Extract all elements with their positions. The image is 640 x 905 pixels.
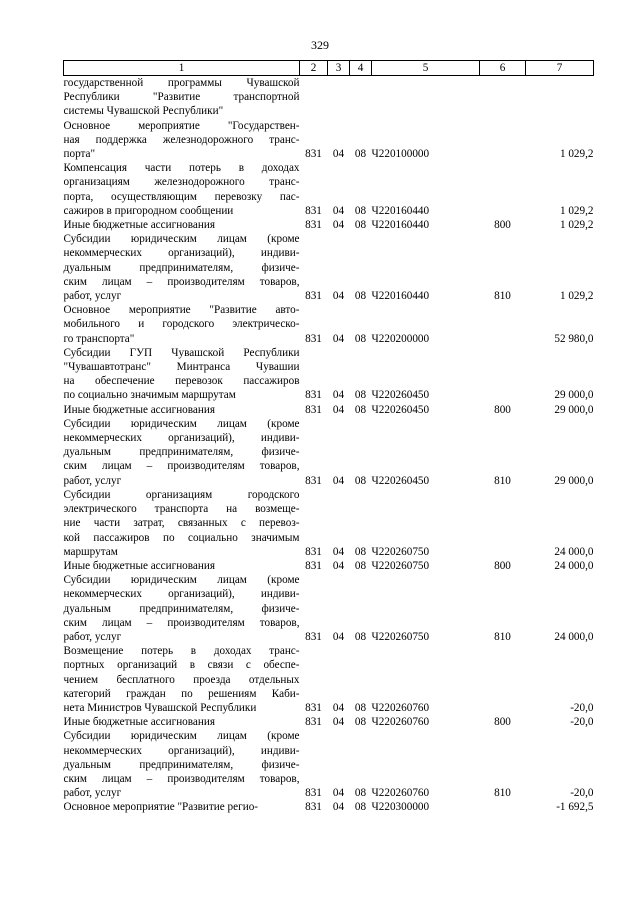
cell-amount: 24 000,0: [554, 559, 594, 572]
name-line: ским лицам – производителям товаров,: [63, 275, 300, 288]
cell-section: 04: [332, 787, 345, 800]
cell-target-article: Ч220260760: [371, 787, 430, 800]
name-line: Основное мероприятие "Государствен-: [63, 119, 300, 132]
cell-expense-type: [480, 119, 526, 162]
table-row: [64, 800, 594, 814]
cell-amount: 1 029,2: [559, 219, 594, 232]
name-line: Основное мероприятие "Развитие регио-: [63, 801, 259, 814]
name-line: по социально значимым маршрутам: [63, 389, 236, 402]
table-row: [64, 218, 594, 232]
cell-section: 04: [332, 474, 345, 487]
name-line: ние части затрат, связанных с перевоз-: [63, 517, 300, 530]
table-row: [64, 729, 594, 800]
name-line: Субсидии ГУП Чувашской Республики: [63, 346, 300, 359]
cell-section: 04: [332, 559, 345, 572]
cell-name: [64, 403, 300, 417]
cell-grbs: 831: [305, 148, 322, 161]
name-line: некоммерческих организаций), индиви-: [63, 247, 300, 260]
cell-target-article: Ч220260450: [371, 389, 430, 402]
cell-expense-type: [480, 488, 526, 559]
page-number: 329: [311, 38, 329, 52]
cell-subsection: 08: [354, 474, 367, 487]
cell-amount: -20,0: [570, 716, 594, 729]
name-line: ским лицам – производителям товаров,: [63, 460, 300, 473]
cell-grbs: 831: [305, 204, 322, 217]
name-line: Иные бюджетные ассигнования: [63, 403, 215, 416]
name-line: Основное мероприятие "Развитие авто-: [63, 304, 300, 317]
name-line: Иные бюджетные ассигнования: [63, 716, 215, 729]
cell-section: 04: [332, 701, 345, 714]
cell-name: [64, 303, 300, 346]
cell-expense-type: [480, 161, 526, 218]
cell-name: [64, 161, 300, 218]
cell-subsection: 08: [354, 148, 367, 161]
name-line: дуальным предпринимателям, физиче-: [63, 758, 300, 771]
cell-subsection: 08: [354, 801, 367, 814]
table-row: [64, 119, 594, 162]
name-line: работ, услуг: [63, 630, 122, 643]
cell-grbs: 831: [305, 403, 322, 416]
cell-target-article: Ч220260750: [371, 559, 430, 572]
name-line: ским лицам – производителям товаров,: [63, 772, 300, 785]
cell-section: 04: [332, 630, 345, 643]
name-line: категорий граждан по решениям Каби-: [63, 687, 300, 700]
cell-grbs: 831: [305, 389, 322, 402]
cell-amount: 29 000,0: [554, 474, 594, 487]
name-line: го транспорта": [63, 332, 135, 345]
cell-section: 04: [332, 403, 345, 416]
cell-amount: 29 000,0: [554, 403, 594, 416]
column-header-expense-type: 6: [480, 61, 526, 76]
cell-grbs: 831: [305, 545, 322, 558]
cell-amount: 1 029,2: [559, 290, 594, 303]
name-line: Субсидии юридическим лицам (кроме: [63, 574, 300, 587]
name-line: Субсидии юридическим лицам (кроме: [63, 730, 300, 743]
cell-expense-type: 800: [494, 403, 511, 416]
cell-amount: 29 000,0: [554, 389, 594, 402]
name-line: государственной программы Чувашской: [63, 77, 300, 89]
cell-target-article: Ч220300000: [371, 801, 430, 814]
name-line: некоммерческих организаций), индиви-: [63, 744, 300, 757]
name-line: нета Министров Чувашской Республики: [63, 701, 257, 714]
cell-target-article: Ч220260750: [371, 545, 430, 558]
cell-expense-type: [480, 76, 526, 119]
cell-amount: -20,0: [570, 701, 594, 714]
cell-name: [64, 119, 300, 162]
cell-grbs: 831: [305, 474, 322, 487]
cell-section: [328, 76, 350, 119]
name-line: дуальным предпринимателям, физиче-: [63, 261, 300, 274]
name-line: на обеспечение перевозок пассажиров: [63, 375, 300, 388]
cell-expense-type: [480, 346, 526, 403]
cell-target-article: Ч220160440: [371, 290, 430, 303]
cell-section: 04: [332, 219, 345, 232]
name-line: организациям железнодорожного транс-: [63, 176, 300, 189]
name-line: чением бесплатного проезда отдельных: [63, 673, 300, 686]
name-line: Возмещение потерь в доходах транс-: [63, 645, 300, 658]
cell-section: 04: [332, 389, 345, 402]
table-row: [64, 488, 594, 559]
name-line: портных организаций в связи с обеспе-: [63, 659, 300, 672]
cell-grbs: 831: [305, 332, 322, 345]
cell-target-article: Ч220260450: [371, 403, 430, 416]
cell-expense-type: [480, 644, 526, 715]
table-row: [64, 161, 594, 218]
column-header-grbs: 2: [300, 61, 328, 76]
cell-grbs: 831: [305, 787, 322, 800]
table-body: [64, 76, 594, 815]
cell-subsection: 08: [354, 219, 367, 232]
cell-expense-type: 810: [494, 787, 511, 800]
column-header-name: 1: [64, 61, 300, 76]
table-row: [64, 715, 594, 729]
cell-name: [64, 559, 300, 573]
name-line: Компенсация части потерь в доходах: [63, 162, 300, 175]
cell-name: [64, 573, 300, 644]
name-line: некоммерческих организаций), индиви-: [63, 432, 300, 445]
name-line: порта, осуществляющим перевозку пас-: [63, 190, 300, 203]
name-line: мобильного и городского электрическо-: [63, 318, 300, 331]
budget-table: [63, 60, 594, 815]
name-line: Субсидии организациям городского: [63, 488, 300, 501]
cell-grbs: 831: [305, 801, 322, 814]
cell-subsection: 08: [354, 559, 367, 572]
name-line: Субсидии юридическим лицам (кроме: [63, 233, 300, 246]
cell-subsection: 08: [354, 545, 367, 558]
cell-name: [64, 417, 300, 488]
cell-subsection: 08: [354, 701, 367, 714]
cell-section: 04: [332, 332, 345, 345]
name-line: Иные бюджетные ассигнования: [63, 559, 215, 572]
cell-name: [64, 218, 300, 232]
name-line: электрического транспорта на возмеще-: [63, 503, 300, 516]
cell-subsection: 08: [354, 630, 367, 643]
cell-section: 04: [332, 716, 345, 729]
table-row: [64, 644, 594, 715]
cell-name: [64, 644, 300, 715]
name-line: работ, услуг: [63, 474, 122, 487]
cell-amount: 52 980,0: [554, 332, 594, 345]
cell-name: [64, 488, 300, 559]
cell-expense-type: 800: [494, 219, 511, 232]
cell-grbs: 831: [305, 716, 322, 729]
name-line: Иные бюджетные ассигнования: [63, 219, 215, 232]
column-header-section: 3: [328, 61, 350, 76]
cell-amount: 1 029,2: [559, 204, 594, 217]
cell-name: [64, 729, 300, 800]
cell-target-article: Ч220160440: [371, 204, 430, 217]
name-line: порта": [63, 148, 96, 161]
table-row: [64, 303, 594, 346]
cell-target-article: Ч220260760: [371, 716, 430, 729]
cell-grbs: [300, 76, 328, 119]
cell-section: 04: [332, 148, 345, 161]
table-row: [64, 417, 594, 488]
name-line: "Чувашавтотранс" Минтранса Чувашии: [63, 361, 300, 374]
cell-subsection: 08: [354, 716, 367, 729]
cell-grbs: 831: [305, 630, 322, 643]
cell-name: [64, 76, 300, 119]
cell-grbs: 831: [305, 290, 322, 303]
table-header-row: [64, 61, 594, 76]
table-row: [64, 559, 594, 573]
column-header-target-article: 5: [372, 61, 480, 76]
name-line: Республики "Развитие транспортной: [63, 91, 300, 104]
cell-section: 04: [332, 801, 345, 814]
name-line: маршрутам: [63, 545, 118, 558]
table-row: [64, 232, 594, 303]
cell-subsection: [350, 76, 372, 119]
cell-target-article: Ч220160440: [371, 219, 430, 232]
cell-expense-type: 800: [494, 559, 511, 572]
name-line: кой пассажиров по социально значимым: [63, 531, 300, 544]
cell-target-article: Ч220260450: [371, 474, 430, 487]
cell-amount: 24 000,0: [554, 545, 594, 558]
cell-section: 04: [332, 545, 345, 558]
cell-expense-type: [480, 303, 526, 346]
cell-subsection: 08: [354, 389, 367, 402]
name-line: дуальным предпринимателям, физиче-: [63, 446, 300, 459]
cell-section: 04: [332, 290, 345, 303]
cell-amount: 1 029,2: [559, 148, 594, 161]
cell-amount: -20,0: [570, 787, 594, 800]
name-line: дуальным предпринимателям, физиче-: [63, 602, 300, 615]
cell-target-article: Ч220260750: [371, 630, 430, 643]
cell-target-article: [372, 76, 480, 119]
cell-target-article: Ч220260760: [371, 701, 430, 714]
name-line: ским лицам – производителям товаров,: [63, 616, 300, 629]
column-header-subsection: 4: [350, 61, 372, 76]
cell-target-article: Ч220200000: [371, 332, 430, 345]
table-row: [64, 573, 594, 644]
name-line: системы Чувашской Республики": [63, 105, 224, 118]
cell-grbs: 831: [305, 701, 322, 714]
name-line: Субсидии юридическим лицам (кроме: [63, 417, 300, 430]
name-line: ная поддержка железнодорожного транс-: [63, 133, 300, 146]
name-line: некоммерческих организаций), индиви-: [63, 588, 300, 601]
cell-subsection: 08: [354, 290, 367, 303]
cell-grbs: 831: [305, 559, 322, 572]
name-line: сажиров в пригородном сообщении: [63, 204, 234, 217]
cell-target-article: Ч220100000: [371, 148, 430, 161]
name-line: работ, услуг: [63, 787, 122, 800]
name-line: работ, услуг: [63, 290, 122, 303]
cell-name: [64, 346, 300, 403]
cell-expense-type: 810: [494, 474, 511, 487]
cell-name: [64, 715, 300, 729]
column-header-amount: 7: [526, 61, 594, 76]
cell-grbs: 831: [305, 219, 322, 232]
cell-subsection: 08: [354, 332, 367, 345]
cell-amount: 24 000,0: [554, 630, 594, 643]
cell-name: [64, 232, 300, 303]
cell-subsection: 08: [354, 403, 367, 416]
cell-subsection: 08: [354, 204, 367, 217]
cell-section: 04: [332, 204, 345, 217]
table-row: [64, 346, 594, 403]
cell-expense-type: 800: [494, 716, 511, 729]
cell-amount: [526, 76, 594, 119]
cell-expense-type: 810: [494, 290, 511, 303]
cell-subsection: 08: [354, 787, 367, 800]
cell-expense-type: [480, 800, 526, 814]
cell-name: [64, 800, 300, 814]
table-row: [64, 403, 594, 417]
cell-amount: -1 692,5: [556, 801, 594, 814]
cell-expense-type: 810: [494, 630, 511, 643]
table-row: [64, 76, 594, 119]
